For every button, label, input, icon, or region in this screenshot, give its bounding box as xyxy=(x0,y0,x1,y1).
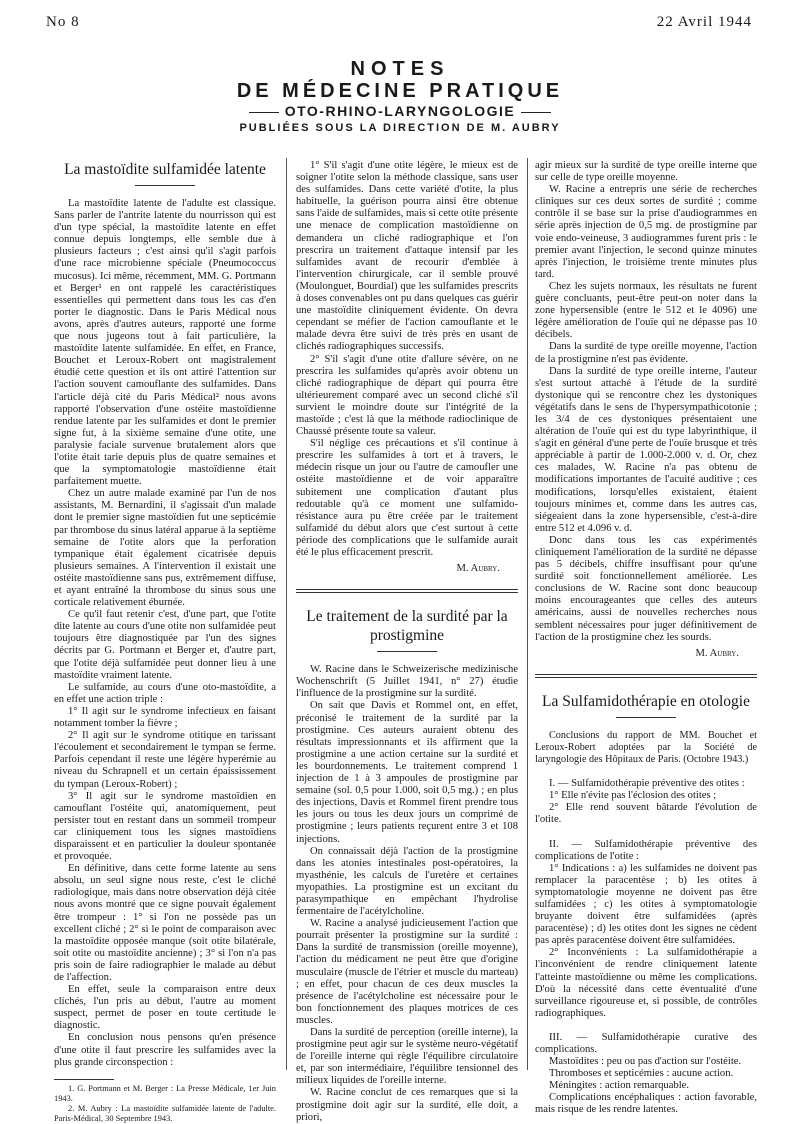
footnote: 1. G. Portmann et M. Berger : La Presse Médicale, 1er Juin 1943. xyxy=(54,1083,276,1103)
column-divider xyxy=(286,158,287,1070)
list-item: 1° Indications : a) les sulfamides ne doivent pas remplacer la paracentèse ; b) les otites à symptomatologie moyenne ne doivent pas être sulfamidées ; c) les otites à symptomatologie bruyante doivent être sulfamidées (après paracentèse) ; d) les otites dont les signes ne cèdent pas après paracentèse doivent être sulfamidées. xyxy=(535,862,757,947)
list-item: 2° Inconvénients : La sulfamidothérapie a l'inconvénient de rendre cliniquement latente l'atteinte mastoïdienne ou même les complications. D'où la nécessité dans cette éventualité d'une surveillance rigoureuse et, si possible, de contrôles radiographiques. xyxy=(535,947,757,1019)
paragraph: En effet, seule la comparaison entre deux clichés, l'un pris au début, l'autre au moment suspect, permet de poser en toute certitude le diagnostic. xyxy=(54,984,276,1032)
paragraph: Le sulfamide, au cours d'une oto-mastoïdite, a en effet une action triple : xyxy=(54,681,276,705)
paragraph: W. Racine conclut de ces remarques que si la prostigmine doit agir sur la surdité, elle doit, a priori, xyxy=(296,1087,518,1123)
list-item: Complications encéphaliques : action favorable, mais risque de les rendre latentes. xyxy=(535,1092,757,1116)
paragraph: Dans la surdité de type oreille moyenne, l'action de la prostigmine n'est pas évidente. xyxy=(535,341,757,365)
list-item: I. — Sulfamidothérapie préventive des otites : xyxy=(549,778,745,790)
spacer xyxy=(535,827,757,839)
spacer xyxy=(535,1020,757,1032)
paragraph: 1° S'il s'agit d'une otite légère, le mieux est de soigner l'otite selon la méthode classique, sans user des sulfamides. Dans cette variété d'otite, la plus habituelle, la guérison pourra ainsi être obtenue sans l'aide de sulfamides, mais si cette otite présente une menace de complication mastoïdienne on demandera un cliché radiographique et l'on prescrira un traitement d'attaque intensif par les sulfamides avant de recourir d'emblée à l'intervention chirurgicale, car il semble prouvé (Moulonguet, Bourdial) que les sulfamides prescrits à doses convenables ont pu dans quelques cas guérir une mastoïdite cliniquement évidente. On devra cependant se méfier de l'action camouflante et le malade devra être suivi de très près en usant de clichés radiographiques successifs. xyxy=(296,160,518,353)
column-2 xyxy=(296,160,518,1124)
title-rule xyxy=(135,185,195,186)
paragraph: On sait que Davis et Rommel ont, en effet, préconisé le traitement de la surdité par la prostigmine. Ces auteurs auraient obtenu des résultats impressionnants et ils affirment que la prostigmine a une action certaine sur la surdité et les bourdonnements. Le traitement comprend 1 injection de 1 à 3 ampoules de prostigmine par semaine (sol. 0,5 pour 1.000, soit 0,5 mg.) ; en plus des injections, Davis et Rommel firent prendre tous les jours ou tous les deux jours un comprimé de prostigmine ; leurs patients reçurent entre 3 et 108 injections. xyxy=(296,700,518,845)
paragraph: En conclusion nous pensons qu'en présence d'une otite il faut prescrire les sulfamides avec la plus grande circonspection : xyxy=(54,1032,276,1068)
title-rule xyxy=(377,651,437,652)
footnote-rule xyxy=(54,1079,114,1080)
list-item: Mastoïdites : peu ou pas d'action sur l'ostéite. xyxy=(549,1056,742,1068)
issue-number: No 8 xyxy=(46,14,80,30)
list-item: Méningites : action remarquable. xyxy=(549,1080,690,1092)
article-title-prostigmine: Le traitement de la surdité par la prostigmine xyxy=(306,608,508,645)
spacer xyxy=(535,766,757,778)
list-item: Thromboses et septicémies : aucune action. xyxy=(549,1068,734,1080)
paragraph: W. Racine dans le Schweizerische medizinische Wochenschrift (5 Juillet 1941, n° 27) étudie l'influence de la prostigmine sur la surdité. xyxy=(296,664,518,700)
paragraph: 2° S'il s'agit d'une otite d'allure sévère, on ne prescrira les sulfamides qu'après avoir obtenu un cliché radiographique de départ qui pourra être ultérieurement comparé avec un second cliché s'il survient le moindre doute sur l'intégrité de la mastoïde ; c'est là que la méthode radioclinique de Chaussé présente toute sa valeur. xyxy=(296,353,518,438)
issue-date: 22 Avril 1944 xyxy=(656,14,752,30)
paragraph: En définitive, dans cette forme latente au sens absolu, un seul signe nous reste, c'est le cliché radiologique, mais dans notre observation déjà citée nous avons montré que ce signe pouvait également être trompeur : 1° si l'on ne possède pas un excellent cliché ; 2° si le point de comparaison avec la mastoïdite opposée manque (soit otite bilatérale, soit otite ou mastoïdite ancienne) ; 3° si l'on n'a pas pris soin de faire radiographier le malade au début de l'affection. xyxy=(54,863,276,983)
article-title-mastoidite: La mastoïdite sulfamidée latente xyxy=(64,161,266,178)
paragraph: Ce qu'il faut retenir c'est, d'une part, que l'otite dite latente au cours d'une otite non sulfamidée peut toujours être diagnostiquée par l'un des signes décrits par G. Portmann et Berger et, d'autre part, que l'otite déjà sulfamidée peut donner lieu à une mastoïdite vraiment latente. xyxy=(54,609,276,681)
column-divider xyxy=(527,158,528,1070)
list-item: III. — Sulfamidothérapie curative des complications. xyxy=(535,1031,757,1055)
paragraph: 3° Il agit sur le syndrome mastoïdien en camouflant l'ostéite qui, anatomiquement, peut persister tout en restant dans un sommeil trompeur car cliniquement tous les signes mastoïdiens disparaissent et en particulier la douleur spontanée et provoquée. xyxy=(54,790,276,863)
paragraph: Dans la surdité de perception (oreille interne), la prostigmine peut agir sur le système neuro-végétatif de l'oreille interne qui règle l'équilibre circulatoire et, par son intermédiaire, l'équilibre tensionnel des milieux liquides de l'oreille interne. xyxy=(296,1027,518,1087)
masthead-specialty xyxy=(0,102,800,120)
section-separator xyxy=(296,592,518,593)
masthead-notes: NOTES xyxy=(350,58,450,80)
signature: M. Aubry. xyxy=(456,563,500,575)
masthead-direction: PUBLIÉES SOUS LA DIRECTION DE M. AUBRY xyxy=(239,122,561,134)
paragraph: Chez un autre malade examiné par l'un de nos assistants, M. Bernardini, il s'agissait d'un malade dont le premier signe mastoïdien fut une septicémie par thrombose du sinus latéral apparue à la septième semaine de l'otite alors que la perforation tympanique était également cicatrisée depuis plusieurs semaines. A l'intervention il existait une ostéite mastoïdienne sans pus, extrêmement diffuse, et ayant entraîné la thrombose du sinus sous une corticale relativement éburnée. xyxy=(54,488,276,609)
paragraph: Dans la surdité de type oreille interne, l'auteur s'est surtout attaché à l'étude de la surdité dystonique qui se rencontre chez les dystoniques végétatifs dans le sens de l'hypersympathicotonie ; les 3/4 de ces dystoniques présentaient une altération de l'ouïe qui est du type labyrinthique, il s'agit en général d'une perte de l'ouïe brusque et très appréciable à partir de 1.000-2.000 v. d. Or, chez ces malades, W. Racine n'a pas obtenu de modifications importantes de l'acuité auditive ; ces modifications, lorsqu'elles existaient, étaient toujours minimes et, comme dans les autres cas, siégeaient dans la zone hypersensible, c'est-à-dire entre 512 et 4.096 v. d. xyxy=(535,365,757,534)
paragraph: W. Racine a entrepris une série de recherches cliniques sur ces deux sortes de surdité ; comme contrôle il se base sur la prise d'audiogrammes en série après injection de 0,5 mg. de prostigmine par voie endo-veineuse, 3 audiogrammes furent pris : le premier avant l'injection, le second quinze minutes après l'injection, le troisième trente minutes plus tard. xyxy=(535,184,757,280)
section-separator xyxy=(535,677,757,678)
column-1 xyxy=(54,160,276,1124)
footnote: 2. M. Aubry : La mastoïdite sulfamidée latente de l'adulte. Paris-Médical, 30 Septembre 1943. xyxy=(54,1103,276,1123)
masthead xyxy=(0,58,800,136)
paragraph: W. Racine a analysé judicieusement l'action que pourrait présenter la prostigmine sur la surdité : Dans la surdité de transmission (oreille moyenne), l'action du médicament ne peut être que d'origine musculaire (muscle de l'étrier et muscle du marteau) ; en effet, pour chacun de ces deux muscles la présence de l'acétylcholine est nécessaire pour le bon fonctionnement des plaques motrices de ces muscles. xyxy=(296,918,518,1026)
page-header xyxy=(40,14,760,34)
column-3 xyxy=(535,160,757,1117)
list-item: 1° Elle n'évite pas l'éclosion des otites ; xyxy=(549,790,717,802)
paragraph: S'il néglige ces précautions et s'il continue à prescrire les sulfamides à tort et à travers, le médecin risque un jour ou l'autre de camoufler une ostéite mastoïdienne et de voir apparaître subitement une complication d'autant plus redoutable qu'à ce moment une sulfamido-résistance aura pu être créée par le traitement sulfamidé du début alors que c'est surtout à cette période des complications que le sulfamide aurait été le plus efficacement prescrit. xyxy=(296,438,518,558)
specialty-label: OTO-RHINO-LARYNGOLOGIE xyxy=(284,103,516,119)
section-separator xyxy=(535,674,757,675)
paragraph: 2° Il agit sur le syndrome otitique en tarissant l'écoulement et secondairement le tympan se ferme. Parfois cependant il reste une légère hyperémie au niveau du Schrapnell et un certain épaississement du tympan (Leroux-Robert) ; xyxy=(54,730,276,790)
paragraph: Conclusions du rapport de MM. Bouchet et Leroux-Robert adoptées par la Société de laryngologie des Hôpitaux de Paris. (Octobre 1943.) xyxy=(535,729,757,766)
paragraph: La mastoïdite latente de l'adulte est classique. Sans parler de l'antrite latente du nourrisson qui est d'un type spécial, la mastoïdite latente en effet connue depuis longtemps, elle semble due à plusieurs facteurs ; c'est ainsi qu'il s'agit parfois d'une race microbienne spéciale (Pneumococcus mucosus). Ici même, récemment, MM. G. Portmann et Berger¹ en ont rappelé les caractéristiques essentielles qui permettent dans tous les cas d'en porter le diagnostic. Dans le Paris Médical nous avons, après d'autres auteurs, rapporté une forme que nous jugeons tout à fait particulière, la mastoïdite latente sulfamidée. En effet, en France, Bouchet et Leroux-Robert ont magistralement étudié cette question et ils ont attiré l'attention sur l'action souvent camouflante des sulfamides. Dans l'article déjà cité du Paris Médical² nous avons rapporté l'observation d'une ostéite mastoïdienne rendue latente par les sulfamides et dont le premier signe fut, à la sixième semaine d'une otite, une paralysie faciale survenue brutalement alors que l'otite était tarie depuis plus de quatre semaines et que la symptomatologie mastoïdienne était parfaitement muette. xyxy=(54,198,276,488)
masthead-title: DE MÉDECINE PRATIQUE xyxy=(236,80,564,102)
list-item: II. — Sulfamidothérapie préventive des complications de l'otite : xyxy=(535,838,757,862)
section-separator xyxy=(296,589,518,590)
paragraph: Chez les sujets normaux, les résultats ne furent guère concluants, peut-être peut-on noter dans la zone hypersensible (entre le 512 et le 4096) une légère amélioration de l'ouïe qui ne dépasse pas 10 décibels. xyxy=(535,280,757,341)
paragraph: agir mieux sur la surdité de type oreille interne que sur celle de type oreille moyenne. xyxy=(535,160,757,184)
paragraph: On connaissait déjà l'action de la prostigmine dans les atonies intestinales post-opératoires, la myasthénie, les calculs de l'uretère et certaines myopathies. La prostigmine est un excitant du parasympathique en empêchant l'hydrolise fermentaire de l'acétylcholine. xyxy=(296,845,518,918)
paragraph: 1° Il agit sur le syndrome infectieux en faisant notamment tomber la fièvre ; xyxy=(54,705,276,730)
list-item: 2° Elle rend souvent bâtarde l'évolution de l'otite. xyxy=(535,802,757,826)
paragraph: Donc dans tous les cas expérimentés cliniquement l'amélioration de la surdité ne dépasse pas 5 décibels, chiffre insuffisant pour qu'une surdité soit fonctionnellement améliorée. Les conclusions de W. Racine sont donc beaucoup moins encourageantes que celles des auteurs américains, aussi de nouvelles recherches nous semblent nécessaires pour juger définitivement de l'action de la prostigmine chez les sourds. xyxy=(535,534,757,643)
title-rule xyxy=(616,717,676,718)
article-title-sulfamidotherapie: La Sulfamidothérapie en otologie xyxy=(542,692,750,710)
signature: M. Aubry. xyxy=(695,647,739,659)
